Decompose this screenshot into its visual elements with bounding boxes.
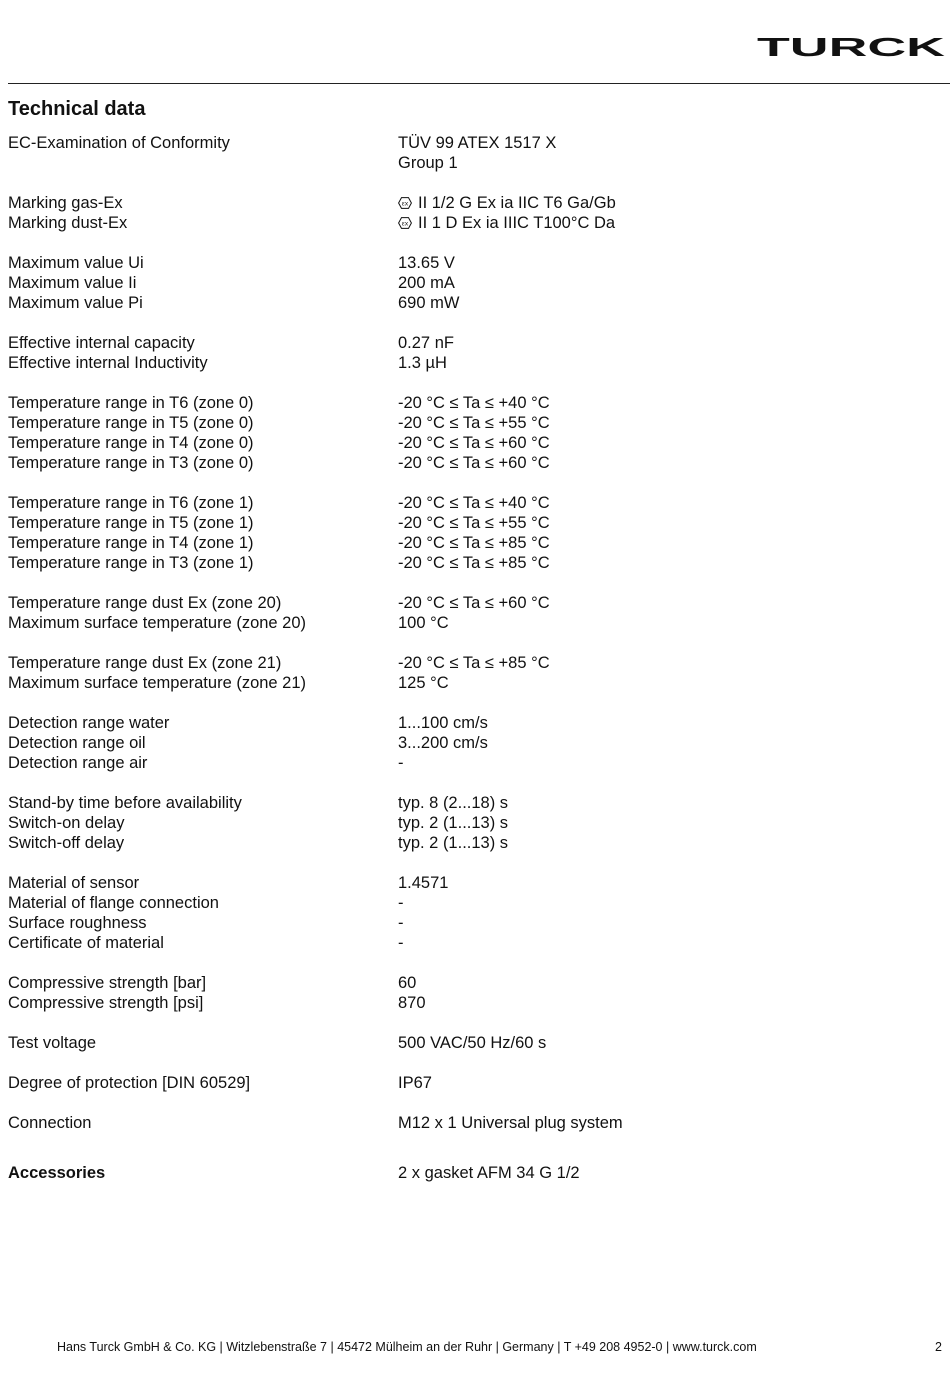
data-row (8, 593, 928, 613)
row-value-text: -20 °C ≤ Ta ≤ +40 °C (398, 394, 550, 412)
row-value-text: - (398, 894, 404, 912)
row-label: Degree of protection [DIN 60529] (8, 1074, 251, 1092)
row-value (398, 893, 928, 913)
row-value-text: 13.65 V (398, 254, 455, 272)
svg-text:εx: εx (401, 220, 409, 228)
data-row (8, 493, 928, 513)
row-label: Connection (8, 1114, 92, 1132)
data-row (8, 1073, 928, 1093)
row-value (398, 713, 928, 733)
row-value (398, 653, 928, 673)
page-title: Technical data (8, 98, 146, 120)
group-spacer (8, 573, 928, 593)
data-row (8, 993, 928, 1013)
row-label: Marking gas-Ex (8, 194, 123, 212)
data-row (8, 973, 928, 993)
row-value (398, 393, 928, 413)
row-value-text: -20 °C ≤ Ta ≤ +55 °C (398, 514, 550, 532)
group-spacer (8, 313, 928, 333)
data-row (8, 433, 928, 453)
data-row (8, 813, 928, 833)
row-label: Material of sensor (8, 874, 140, 892)
row-label: Effective internal Inductivity (8, 354, 208, 372)
row-value-text: Group 1 (398, 154, 458, 172)
row-label: Stand-by time before availability (8, 794, 242, 812)
row-value (398, 273, 928, 293)
row-value-text: 100 °C (398, 614, 449, 632)
data-row (8, 253, 928, 273)
row-label: Compressive strength [psi] (8, 994, 204, 1012)
row-value-text: -20 °C ≤ Ta ≤ +60 °C (398, 594, 550, 612)
row-label: Temperature range in T5 (zone 1) (8, 514, 254, 532)
row-value-text: 690 mW (398, 294, 460, 312)
row-value-text: -20 °C ≤ Ta ≤ +85 °C (398, 534, 550, 552)
row-label: Switch-off delay (8, 834, 125, 852)
row-value-text: M12 x 1 Universal plug system (398, 1114, 623, 1132)
row-label: Temperature range in T6 (zone 0) (8, 394, 254, 412)
row-label: Maximum value Pi (8, 294, 143, 312)
row-value (398, 433, 928, 453)
row-label: Maximum value Ii (8, 274, 137, 292)
row-value (398, 873, 928, 893)
row-value-text: typ. 2 (1...13) s (398, 834, 509, 852)
row-value (398, 293, 928, 313)
svg-text:εx: εx (401, 200, 409, 208)
data-row (8, 533, 928, 553)
row-label: Marking dust-Ex (8, 214, 128, 232)
row-value (398, 593, 928, 613)
row-value-text: -20 °C ≤ Ta ≤ +85 °C (398, 654, 550, 672)
row-label: Maximum surface temperature (zone 20) (8, 614, 307, 632)
data-row (8, 753, 928, 773)
row-label: Maximum value Ui (8, 254, 144, 272)
data-row (8, 393, 928, 413)
row-value (398, 753, 928, 773)
data-row (8, 913, 928, 933)
row-value (398, 933, 928, 953)
row-label: EC-Examination of Conformity (8, 134, 230, 152)
row-value-text: 2 x gasket AFM 34 G 1/2 (398, 1164, 580, 1182)
row-value-text: 125 °C (398, 674, 449, 692)
row-value (398, 1113, 928, 1133)
row-label: Temperature range dust Ex (zone 21) (8, 654, 282, 672)
row-value (398, 213, 928, 233)
data-row (8, 793, 928, 813)
group-spacer (8, 1053, 928, 1073)
page-number: 2 (935, 1340, 942, 1354)
group-spacer (8, 693, 928, 713)
row-value-text: 1.4571 (398, 874, 449, 892)
logo-text: TURCK (757, 34, 946, 60)
row-value-text: 200 mA (398, 274, 455, 292)
row-label: Temperature range in T4 (zone 1) (8, 534, 254, 552)
row-value (398, 613, 928, 633)
row-value-text: 0.27 nF (398, 334, 454, 352)
ex-hexagon-icon (398, 217, 412, 229)
data-row (8, 893, 928, 913)
footer-address: Hans Turck GmbH & Co. KG | Witzlebenstraße 7 | 45472 Mülheim an der Ruhr | Germany | T +49 208 4952-0 | www.turck.com (57, 1340, 757, 1354)
row-value-text: -20 °C ≤ Ta ≤ +40 °C (398, 494, 550, 512)
data-row (8, 713, 928, 733)
data-row (8, 453, 928, 473)
group-spacer (8, 233, 928, 253)
row-label: Test voltage (8, 1034, 97, 1052)
data-row (8, 193, 928, 213)
data-row (8, 133, 928, 153)
data-row (8, 733, 928, 753)
row-value (398, 133, 928, 153)
technical-data-table (8, 133, 928, 1183)
group-spacer (8, 473, 928, 493)
data-row (8, 1113, 928, 1133)
group-spacer (8, 853, 928, 873)
row-label: Temperature range dust Ex (zone 20) (8, 594, 282, 612)
row-value (398, 333, 928, 353)
row-value-text: TÜV 99 ATEX 1517 X (398, 134, 557, 152)
turck-logo (756, 34, 946, 60)
row-label: Temperature range in T6 (zone 1) (8, 494, 254, 512)
row-value (398, 413, 928, 433)
row-label: Temperature range in T3 (zone 0) (8, 454, 254, 472)
row-value (398, 553, 928, 573)
row-label: Compressive strength [bar] (8, 974, 207, 992)
row-value-text: -20 °C ≤ Ta ≤ +60 °C (398, 454, 550, 472)
data-row (8, 153, 928, 173)
row-value (398, 813, 928, 833)
row-value (398, 973, 928, 993)
row-value (398, 733, 928, 753)
group-spacer (8, 1133, 928, 1163)
row-label: Effective internal capacity (8, 334, 195, 352)
row-value (398, 673, 928, 693)
row-value-text: 870 (398, 994, 426, 1012)
row-value (398, 793, 928, 813)
data-row (8, 673, 928, 693)
data-row (8, 1033, 928, 1053)
row-label: Detection range air (8, 754, 148, 772)
row-label (8, 153, 398, 173)
group-spacer (8, 633, 928, 653)
row-value-text: IP67 (398, 1074, 432, 1092)
row-value (398, 453, 928, 473)
group-spacer (8, 1093, 928, 1113)
row-label: Certificate of material (8, 934, 164, 952)
row-value-text: 500 VAC/50 Hz/60 s (398, 1034, 547, 1052)
data-row (8, 613, 928, 633)
row-label: Surface roughness (8, 914, 147, 932)
data-row (8, 413, 928, 433)
data-row (8, 653, 928, 673)
row-value (398, 193, 928, 213)
row-label: Temperature range in T3 (zone 1) (8, 554, 254, 572)
row-value-text: 3...200 cm/s (398, 734, 488, 752)
row-value-text: -20 °C ≤ Ta ≤ +60 °C (398, 434, 550, 452)
header-divider (8, 83, 950, 84)
group-spacer (8, 373, 928, 393)
data-row (8, 213, 928, 233)
row-value (398, 993, 928, 1013)
row-value-text: 1.3 µH (398, 354, 447, 372)
row-value (398, 533, 928, 553)
row-value-text: -20 °C ≤ Ta ≤ +85 °C (398, 554, 550, 572)
row-label: Accessories (8, 1164, 106, 1182)
row-label: Switch-on delay (8, 814, 125, 832)
row-value (398, 513, 928, 533)
row-value (398, 353, 928, 373)
row-value (398, 493, 928, 513)
row-value-text: - (398, 914, 404, 932)
data-row (8, 513, 928, 533)
data-row (8, 293, 928, 313)
row-value-text: typ. 2 (1...13) s (398, 814, 509, 832)
data-row (8, 273, 928, 293)
row-label: Temperature range in T5 (zone 0) (8, 414, 254, 432)
row-value (398, 833, 928, 853)
row-value-text: 1...100 cm/s (398, 714, 488, 732)
row-value-text: II 1 D Ex ia IIIC T100°C Da (418, 214, 616, 232)
row-label: Detection range oil (8, 734, 146, 752)
row-value-text: -20 °C ≤ Ta ≤ +55 °C (398, 414, 550, 432)
group-spacer (8, 173, 928, 193)
row-value-text: II 1/2 G Ex ia IIC T6 Ga/Gb (418, 194, 616, 212)
group-spacer (8, 953, 928, 973)
row-value-text: - (398, 754, 404, 772)
row-value (398, 1163, 928, 1183)
row-value-text: 60 (398, 974, 417, 992)
group-spacer (8, 773, 928, 793)
data-row (8, 873, 928, 893)
row-value-text: typ. 8 (2...18) s (398, 794, 509, 812)
row-value-text: - (398, 934, 404, 952)
row-value (398, 1073, 928, 1093)
row-value (398, 1033, 928, 1053)
row-label: Temperature range in T4 (zone 0) (8, 434, 254, 452)
row-value (398, 253, 928, 273)
data-row (8, 353, 928, 373)
row-label: Maximum surface temperature (zone 21) (8, 674, 307, 692)
row-value (398, 153, 928, 173)
data-row (8, 1163, 928, 1183)
row-value (398, 913, 928, 933)
data-row (8, 333, 928, 353)
data-row (8, 933, 928, 953)
row-label: Material of flange connection (8, 894, 219, 912)
data-row (8, 553, 928, 573)
group-spacer (8, 1013, 928, 1033)
row-label: Detection range water (8, 714, 170, 732)
data-row (8, 833, 928, 853)
ex-hexagon-icon (398, 197, 412, 209)
